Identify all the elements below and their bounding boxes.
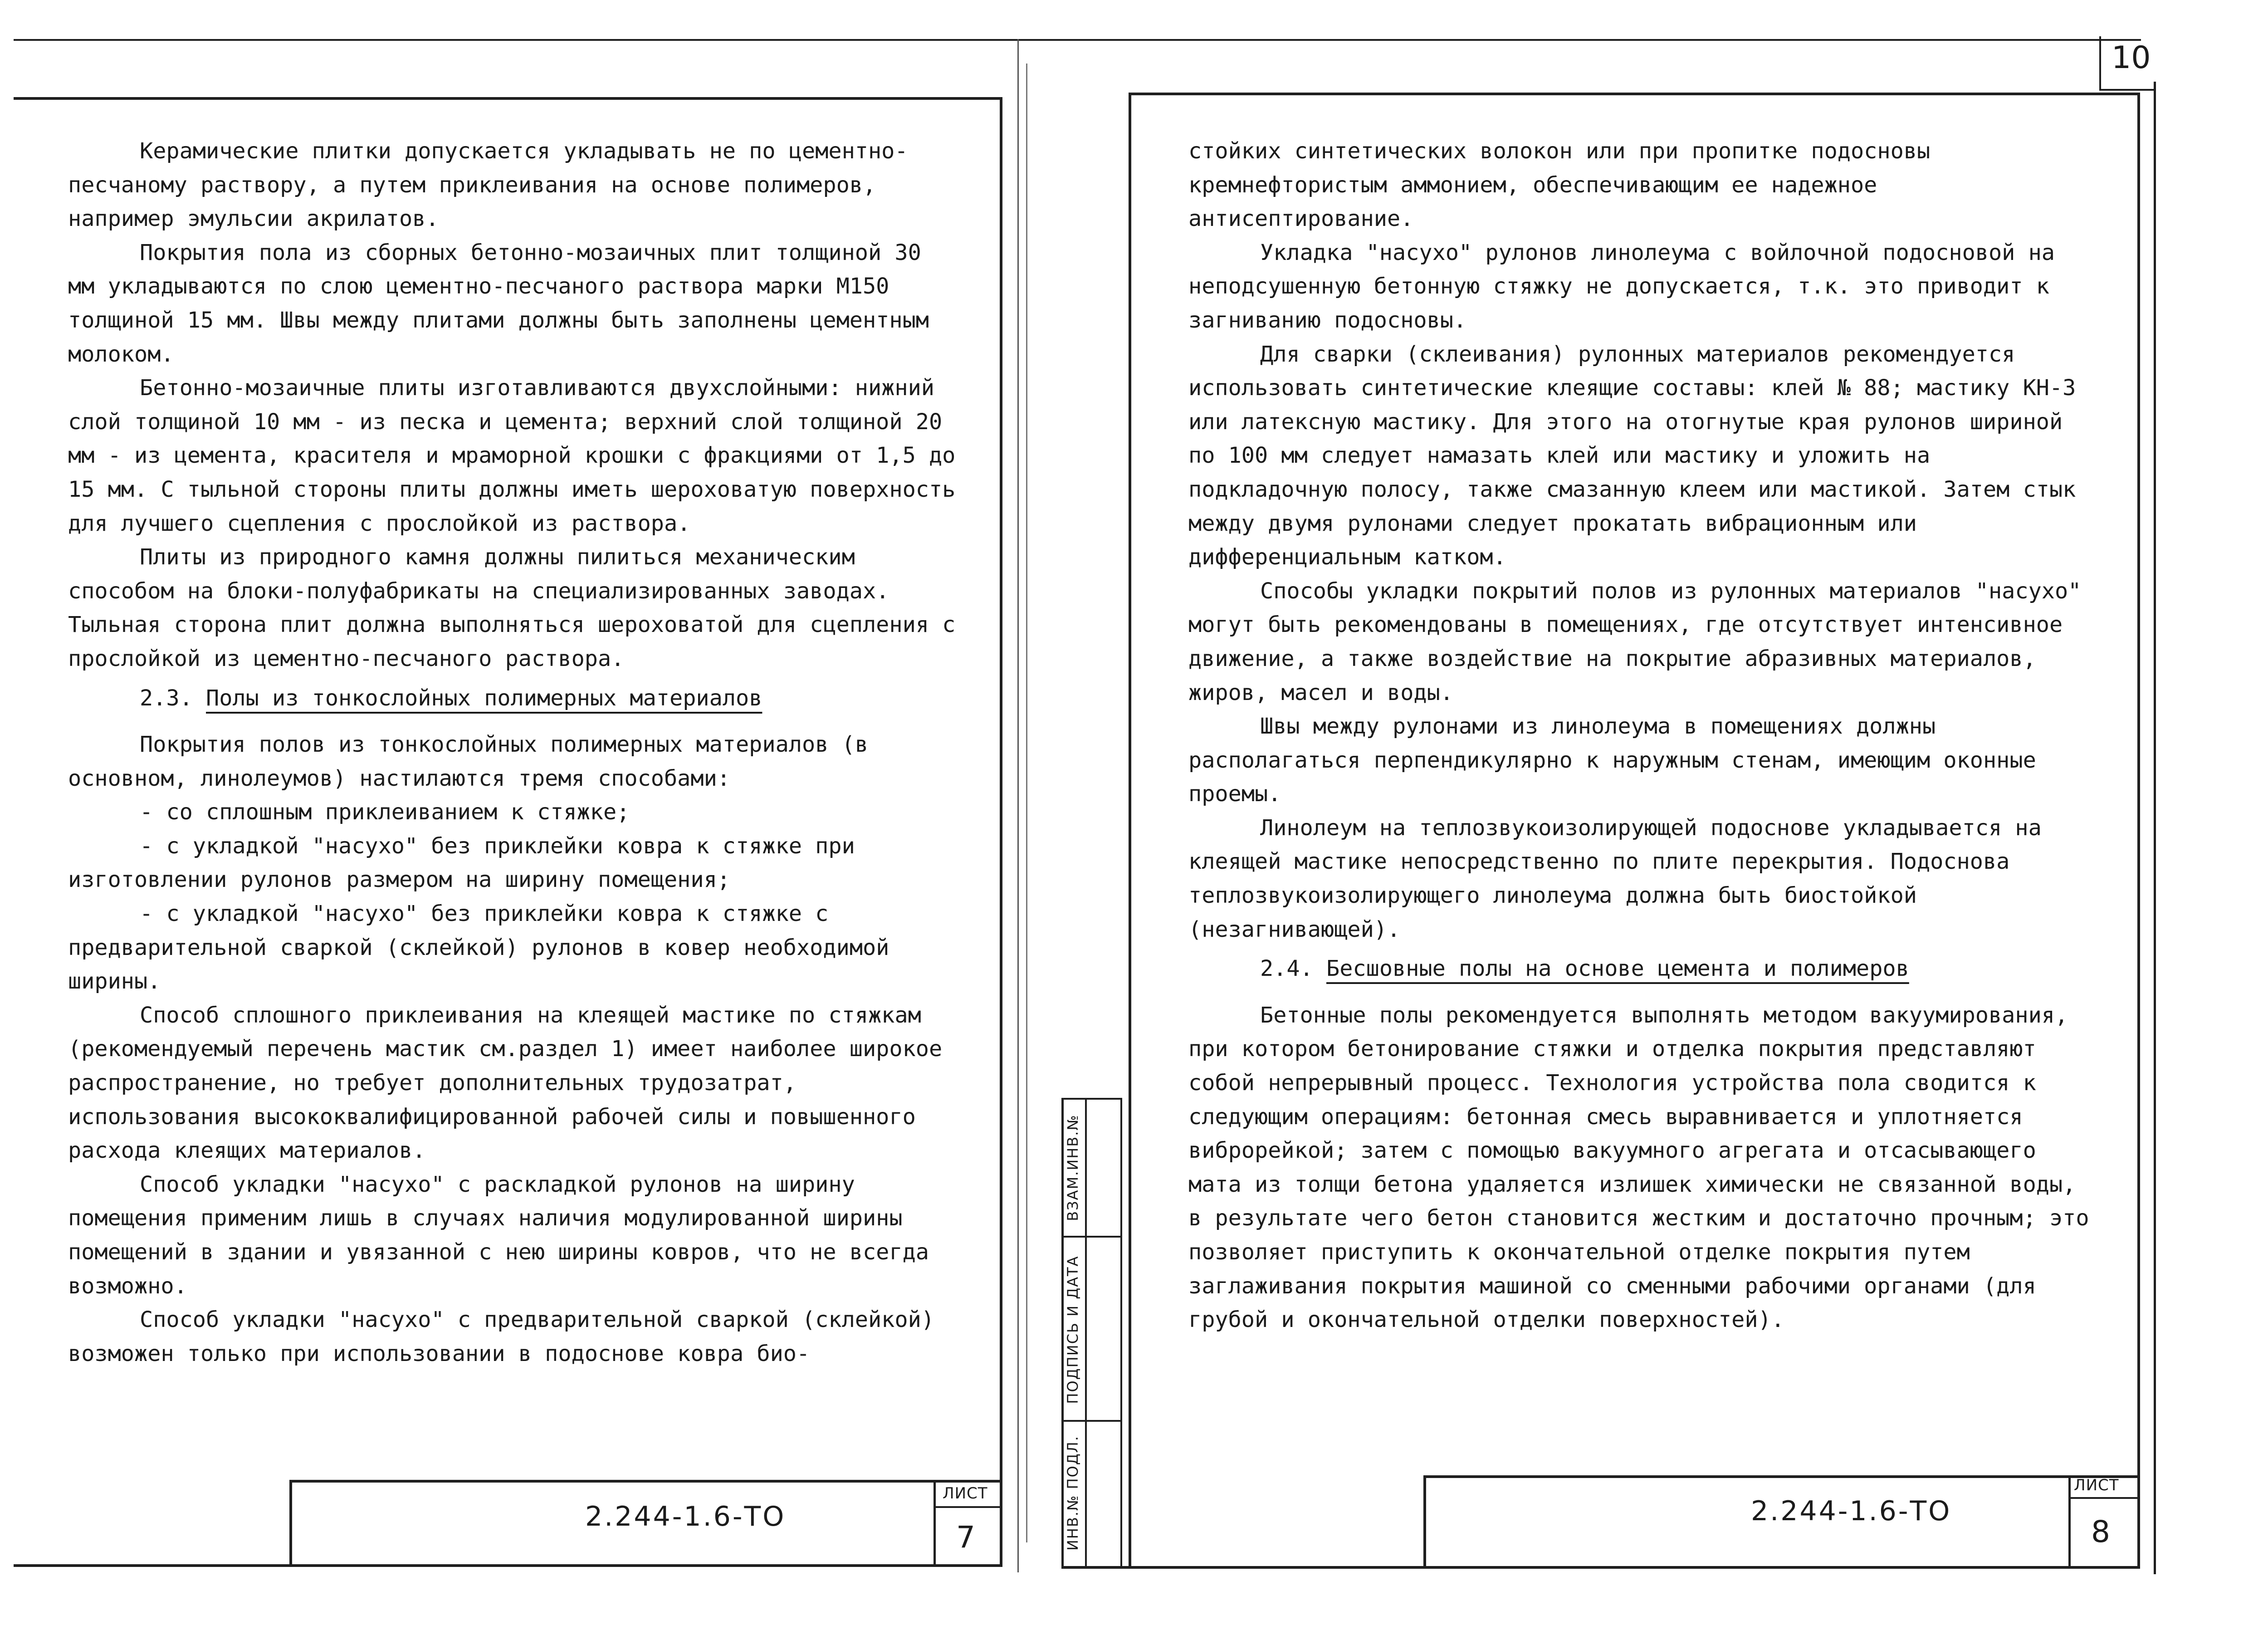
side-stamp-mid xyxy=(1085,1098,1087,1568)
right-stamp-sheet-label: ЛИСТ xyxy=(2074,1476,2119,1494)
paragraph: Способ укладки "насухо" с раскладкой рулонов на ширину помещения применим лишь в случаях наличия модулированной ширины помещений в здании и увязанной с нею ширины ковров, что не всегда возможно. xyxy=(68,1171,929,1299)
side-stamp-podpis-data: ПОДПИСЬ И ДАТА xyxy=(1064,1255,1081,1404)
section-heading xyxy=(1188,952,2096,986)
side-stamp-div-2 xyxy=(1061,1420,1122,1422)
paragraph: Покрытия пола из сборных бетонно-мозаичных плит толщиной 30 мм укладываются по слою цементно-песчаного раствора марки М150 толщиной 15 мм. Швы между плитами должны быть заполнены цементным молоком. xyxy=(68,240,929,367)
paragraph: - с укладкой "насухо" без приклейки ковра к стяжке при изготовлении рулонов размером на ширину помещения; xyxy=(68,833,855,893)
paragraph: Линолеум на теплозвукоизолирующей подоснове укладывается на клеящей мастике непосредственно по плите перекрытия. Подоснова теплозвукоизолирующего линолеума должна быть биостойкой (незагнивающей). xyxy=(1188,815,2042,942)
right-page-text xyxy=(1188,134,2096,1337)
side-stamp-outer xyxy=(1120,1098,1122,1568)
top-border xyxy=(14,39,2141,41)
paragraph: Плиты из природного камня должны пилиться механическим способом на блоки-полуфабрикаты на специализированных заводах. Тыльная сторона плит должна выполняться шероховатой для сцепления с прослойкой из цементно-песчаного раствора. xyxy=(68,544,956,671)
right-stamp-sheet-number: 8 xyxy=(2091,1514,2110,1549)
left-frame-top xyxy=(14,97,1002,100)
left-stamp-sheet-line xyxy=(934,1506,1002,1508)
corner-box-left xyxy=(2099,36,2101,91)
left-page-text xyxy=(68,134,957,1371)
left-frame-right xyxy=(1000,97,1002,1567)
right-outer-line xyxy=(2154,82,2156,1574)
paragraph: Способ сплошного приклеивания на клеящей мастике по стяжкам (рекомендуемый перечень мастик см.раздел 1) имеет наиболее широкое распространение, но требует дополнительных трудозатрат, использования высококвалифицированной рабочей силы и повышенного расхода клеящих материалов. xyxy=(68,1002,943,1164)
section-number: 2.4. xyxy=(1260,956,1313,982)
section-title: Полы из тонкослойных полимерных материалов xyxy=(206,685,763,711)
paragraph: - со сплошным приклеиванием к стяжке; xyxy=(140,799,630,825)
side-stamp-top xyxy=(1061,1098,1122,1100)
paragraph: Для сварки (склеивания) рулонных материалов рекомендуется использовать синтетические клеящие составы: клей № 88; мастику КН-3 или латексную мастику. Для этого на отогнутые края рулонов шириной по 100 мм следует намазать клей или мастику и уложить на подкладочную полосу, также смазанную клеем или мастикой. Затем стык между двумя рулонами следует прокатать вибрационным или дифференциальным катком. xyxy=(1188,341,2076,570)
paragraph: Укладка "насухо" рулонов линолеума с войлочной подосновой на неподсушенную бетонную стяжку не допускается, т.к. это приводит к загниванию подосновы. xyxy=(1188,240,2055,333)
side-stamp-div-1 xyxy=(1061,1236,1122,1238)
left-stamp-top xyxy=(290,1480,1002,1483)
right-frame-bottom xyxy=(1061,1566,2140,1569)
paragraph: Способы укладки покрытий полов из рулонных материалов "насухо" могут быть рекомендованы в помещениях, где отсутствует интенсивное движение, а также воздействие на покрытие абразивных материалов, жиров, масел и воды. xyxy=(1188,578,2082,705)
left-stamp-sheet-label: ЛИСТ xyxy=(943,1484,988,1503)
corner-box-bottom xyxy=(2099,89,2156,91)
side-stamp-inv-podl: ИНВ.№ ПОДЛ. xyxy=(1064,1435,1081,1551)
right-stamp-left xyxy=(1423,1475,1426,1569)
right-frame-top xyxy=(1129,93,2140,95)
side-stamp-vzam-inv: ВЗАМ.ИНВ.№ xyxy=(1064,1114,1081,1221)
section-heading xyxy=(68,681,957,715)
paragraph: - с укладкой "насухо" без приклейки ковра к стяжке с предварительной сваркой (склейкой) рулонов в ковер необходимой ширины. xyxy=(68,901,890,994)
paragraph: Швы между рулонами из линолеума в помещениях должны располагаться перпендикулярно к наружным стенам, имеющим оконные проемы. xyxy=(1188,714,2036,807)
center-fold-line-2 xyxy=(1026,64,1027,1542)
right-stamp-sheet-line xyxy=(2068,1497,2139,1499)
side-stamp-left xyxy=(1061,1098,1064,1568)
section-title: Бесшовные полы на основе цемента и полимеров xyxy=(1326,956,1909,982)
right-frame-right xyxy=(2137,93,2140,1569)
paragraph: Керамические плитки допускается укладывать не по цементно-песчаному раствору, а путем приклеивания на основе полимеров, например эмульсии акрилатов. xyxy=(68,138,908,232)
left-stamp-code: 2.244-1.6-ТО xyxy=(585,1501,786,1532)
left-stamp-sheet-number: 7 xyxy=(956,1520,975,1555)
left-stamp-left xyxy=(289,1480,292,1567)
right-frame-left xyxy=(1129,93,1131,1569)
left-stamp-sep xyxy=(934,1480,936,1567)
left-frame-bottom xyxy=(14,1564,1002,1567)
paragraph: Бетонные полы рекомендуется выполнять методом вакуумирования, при котором бетонирование стяжки и отделка покрытия представляют собой непрерывный процесс. Технология устройства пола сводится к следующим операциям: бетонная смесь выравнивается и уплотняется виброрейкой; затем с помощью вакуумного агрегата и отсасывающего мата из толщи бетона удаляется излишек химически не связанной воды, в результате чего бетон становится жестким и достаточно прочным; это позволяет приступить к окончательной отделке покрытия путем заглаживания покрытия машиной со сменными рабочими органами (для грубой и окончательной отделки поверхностей). xyxy=(1188,1002,2089,1333)
right-stamp-sep xyxy=(2068,1475,2071,1569)
right-stamp-top xyxy=(1424,1475,2140,1478)
center-fold-line xyxy=(1017,39,1019,1572)
paragraph: стойких синтетических волокон или при пропитке подосновы кремнефтористым аммонием, обеспечивающим ее надежное антисептирование. xyxy=(1188,138,1931,232)
right-stamp-code: 2.244-1.6-ТО xyxy=(1751,1495,1952,1527)
section-number: 2.3. xyxy=(140,685,193,711)
paragraph: Способ укладки "насухо" с предварительной сваркой (склейкой) возможен только при использовании в подоснове ковра био- xyxy=(68,1307,934,1366)
paragraph: Бетонно-мозаичные плиты изготавливаются двухслойными: нижний слой толщиной 10 мм - из песка и цемента; верхний слой толщиной 20 мм - из цемента, красителя и мраморной крошки с фракциями от 1,5 до 15 мм. С тыльной стороны плиты должны иметь шероховатую поверхность для лучшего сцепления с прослойкой из раствора. xyxy=(68,375,956,536)
paragraph: Покрытия полов из тонкослойных полимерных материалов (в основном, линолеумов) настилаются тремя способами: xyxy=(68,732,868,791)
sheet-corner-number: 10 xyxy=(2112,40,2151,76)
